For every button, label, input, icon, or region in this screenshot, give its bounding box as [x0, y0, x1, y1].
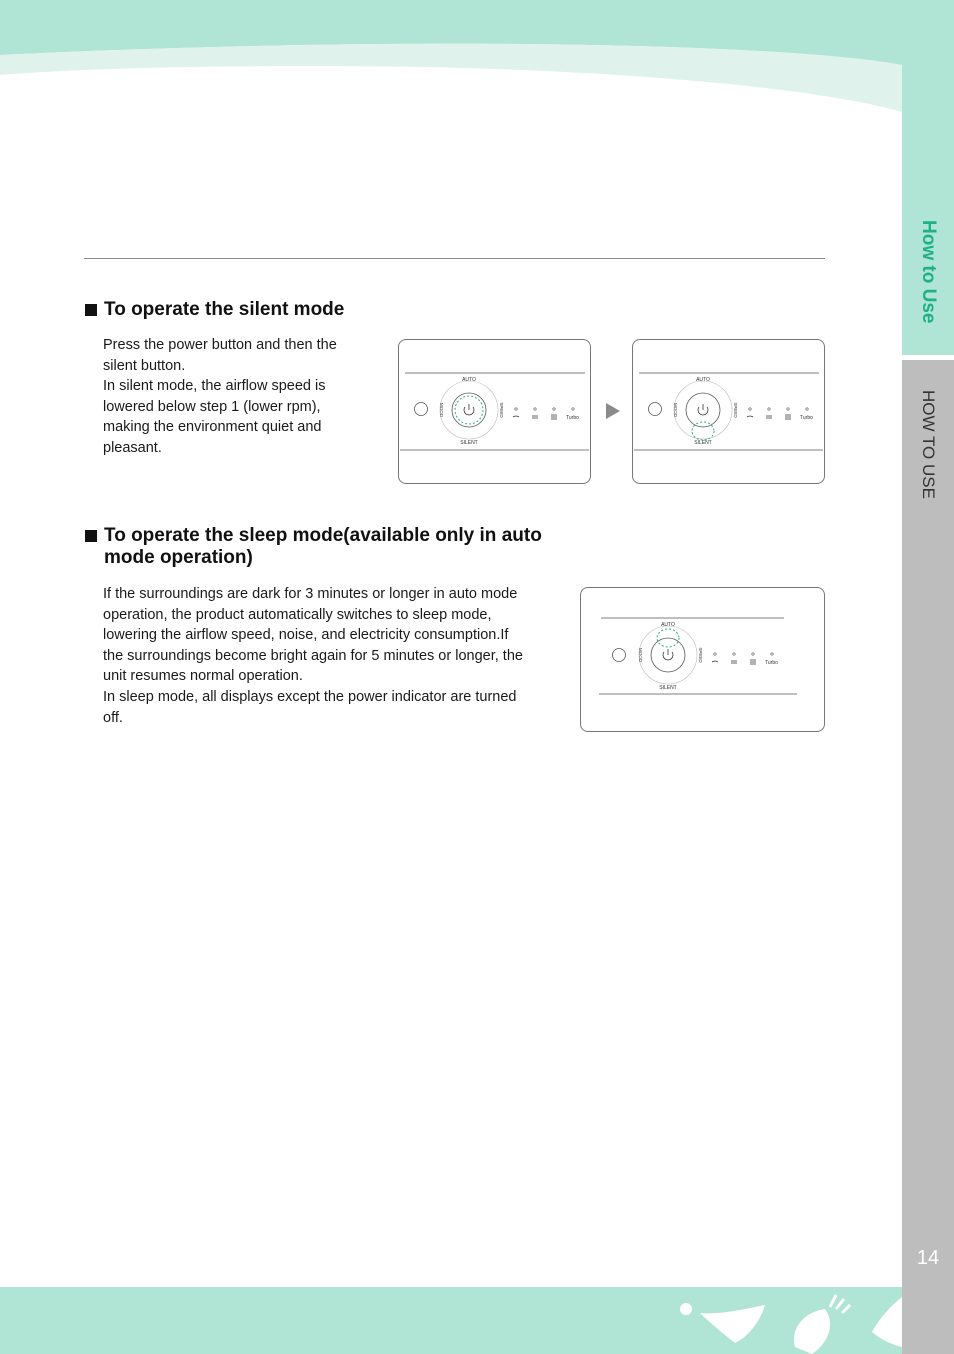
sidebar-tab-text: How to Use [918, 220, 939, 324]
heading-text: To operate the sleep mode(available only in auto mode operation) [104, 525, 542, 568]
square-bullet-icon [85, 304, 97, 316]
fan-speed-3-icon [750, 660, 756, 664]
page-number: 14 [916, 1247, 940, 1269]
header-wave-band [0, 0, 954, 130]
speed-label: SPEED [733, 402, 738, 418]
control-panel-drawing [581, 588, 824, 731]
leaf-decoration [0, 1287, 902, 1354]
fan-speed-1-icon [513, 416, 519, 417]
auto-label: AUTO [462, 377, 476, 383]
auto-label: AUTO [696, 377, 710, 383]
sidebar-tab-label[interactable] [904, 220, 952, 330]
fan-speed-3-icon [785, 415, 791, 419]
control-panel-illustration [398, 339, 591, 484]
mood-label: MOOD [673, 403, 678, 417]
speed-label: SPEED [499, 402, 504, 418]
paragraph: In sleep mode, all displays except the power indicator are turned off. [103, 688, 517, 726]
light-sensor-icon [415, 403, 428, 416]
sidebar-section-text: HOW TO USE [919, 390, 938, 499]
silent-mode-text [103, 335, 355, 459]
sleep-mode-text [103, 584, 528, 728]
sleep-mode-heading [84, 525, 554, 569]
silent-label: SILENT [460, 440, 478, 446]
silent-label: SILENT [659, 685, 677, 691]
top-divider [84, 258, 825, 259]
paragraph: In silent mode, the airflow speed is lowered below step 1 (lower rpm), making the environment quiet and pleasant. [103, 378, 326, 456]
mood-label: MOOD [439, 403, 444, 417]
silent-mode-heading [84, 299, 604, 321]
footer-band [0, 1287, 902, 1354]
turbo-label: Turbo [800, 415, 813, 421]
speed-label: SPEED [698, 647, 703, 663]
control-panel-illustration [632, 339, 825, 484]
heading-text: To operate the silent mode [104, 299, 345, 320]
control-panel-drawing [633, 340, 824, 483]
turbo-label: Turbo [765, 660, 778, 666]
square-bullet-icon [85, 530, 97, 542]
highlight-ring [692, 422, 714, 440]
fan-speed-2-icon [532, 416, 538, 418]
fan-speed-2-icon [731, 661, 737, 663]
mood-label: MOOD [638, 648, 643, 662]
light-sensor-icon [613, 649, 626, 662]
paragraph: Press the power button and then the silent button. [103, 337, 337, 374]
paragraph: If the surroundings are dark for 3 minutes or longer in auto mode operation, the product automatically switches to sleep mode, lowering the airflow speed, noise, and electricity consumption.If the surroundings become bright again for 5 minutes or longer, the unit resumes normal operation. [103, 586, 523, 685]
fan-speed-3-icon [551, 415, 557, 419]
fan-speed-1-icon [712, 661, 718, 662]
turbo-label: Turbo [566, 415, 579, 421]
control-panel-drawing [399, 340, 590, 483]
arrow-right-icon [606, 403, 620, 419]
sidebar-section-label [904, 390, 952, 520]
light-sensor-icon [649, 403, 662, 416]
auto-label: AUTO [661, 622, 675, 628]
control-panel-illustration [580, 587, 825, 732]
fan-speed-2-icon [766, 416, 772, 418]
silent-label: SILENT [694, 440, 712, 446]
fan-speed-1-icon [747, 416, 753, 417]
